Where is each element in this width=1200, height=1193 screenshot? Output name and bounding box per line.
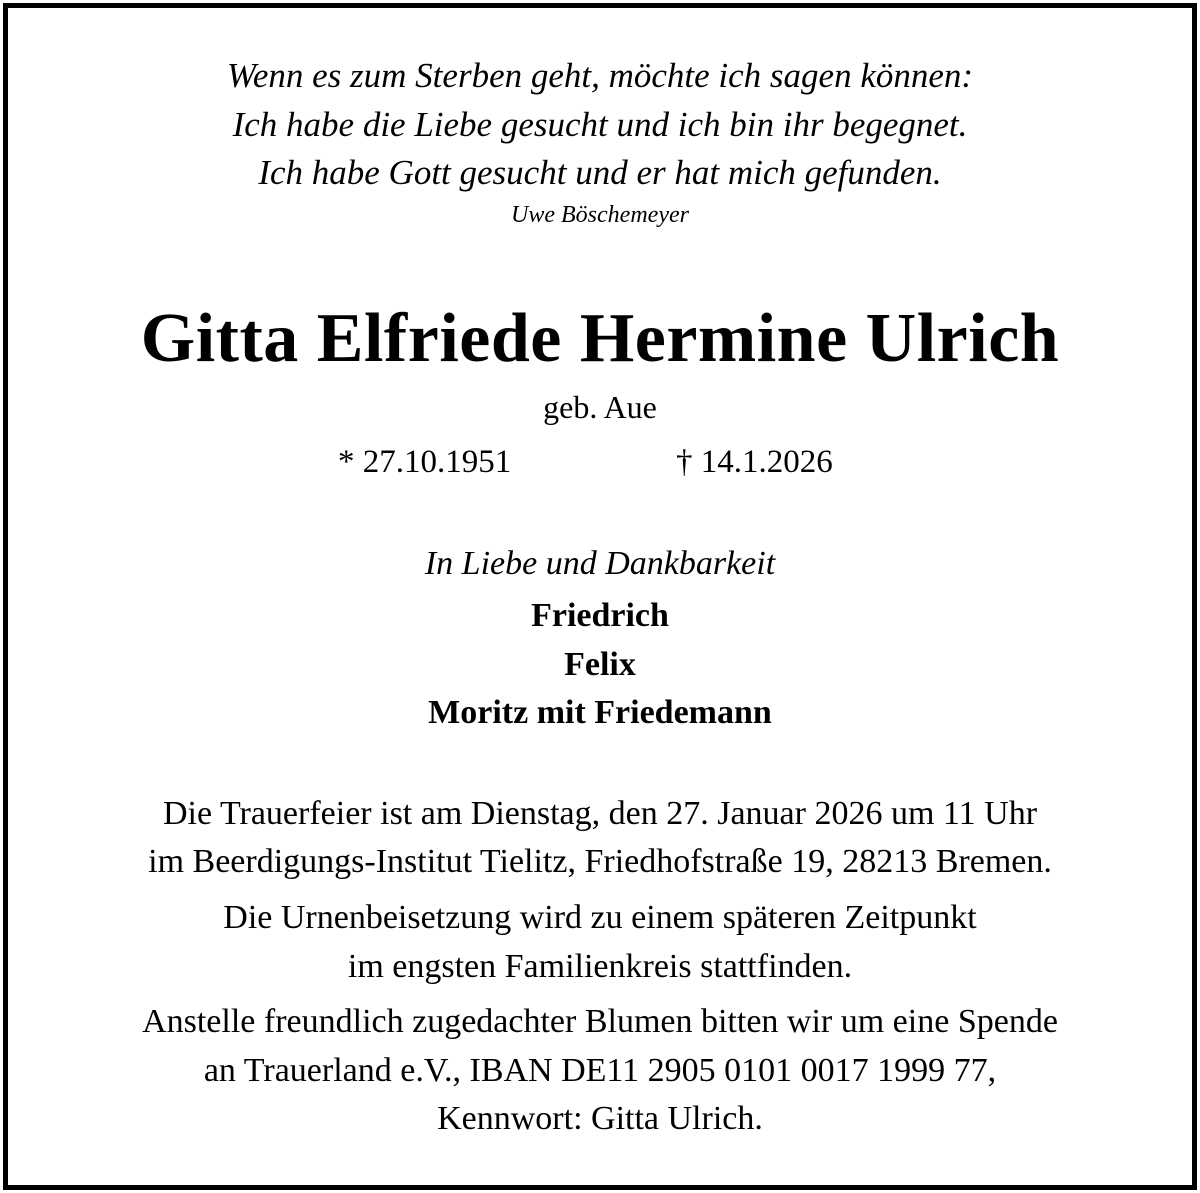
donation-line: an Trauerland e.V., IBAN DE11 2905 0101 0017 1999 77, bbox=[203, 1052, 997, 1089]
mourner-name: Friedrich bbox=[531, 597, 669, 634]
mourner-name: Moritz mit Friedemann bbox=[428, 694, 772, 731]
service-line: Die Trauerfeier ist am Dienstag, den 27. Januar 2026 um 11 Uhr bbox=[162, 795, 1038, 832]
mourner-name: Felix bbox=[564, 646, 636, 683]
donation-line: Anstelle freundlich zugedachter Blumen bitten wir um eine Spende bbox=[142, 1003, 1058, 1040]
quote-line: Ich habe Gott gesucht und er hat mich gefunden. bbox=[258, 153, 942, 192]
quote-line: Ich habe die Liebe gesucht und ich bin ihr begegnet. bbox=[232, 105, 968, 144]
urn-line: im engsten Familienkreis stattfinden. bbox=[347, 948, 853, 985]
birth-name: geb. Aue bbox=[543, 389, 657, 425]
birth-date: * 27.10.1951 bbox=[338, 444, 512, 480]
dedication: In Liebe und Dankbarkeit bbox=[424, 545, 776, 582]
quote-line: Wenn es zum Sterben geht, möchte ich sagen können: bbox=[226, 56, 974, 95]
death-date: † 14.1.2026 bbox=[676, 444, 833, 480]
deceased-name: Gitta Elfriede Hermine Ulrich bbox=[140, 300, 1060, 377]
service-line: im Beerdigungs-Institut Tielitz, Friedhofstraße 19, 28213 Bremen. bbox=[148, 843, 1052, 880]
quote-author: Uwe Böschemeyer bbox=[511, 202, 689, 228]
urn-line: Die Urnenbeisetzung wird zu einem späteren Zeitpunkt bbox=[223, 899, 977, 936]
donation-line: Kennwort: Gitta Ulrich. bbox=[437, 1100, 763, 1137]
